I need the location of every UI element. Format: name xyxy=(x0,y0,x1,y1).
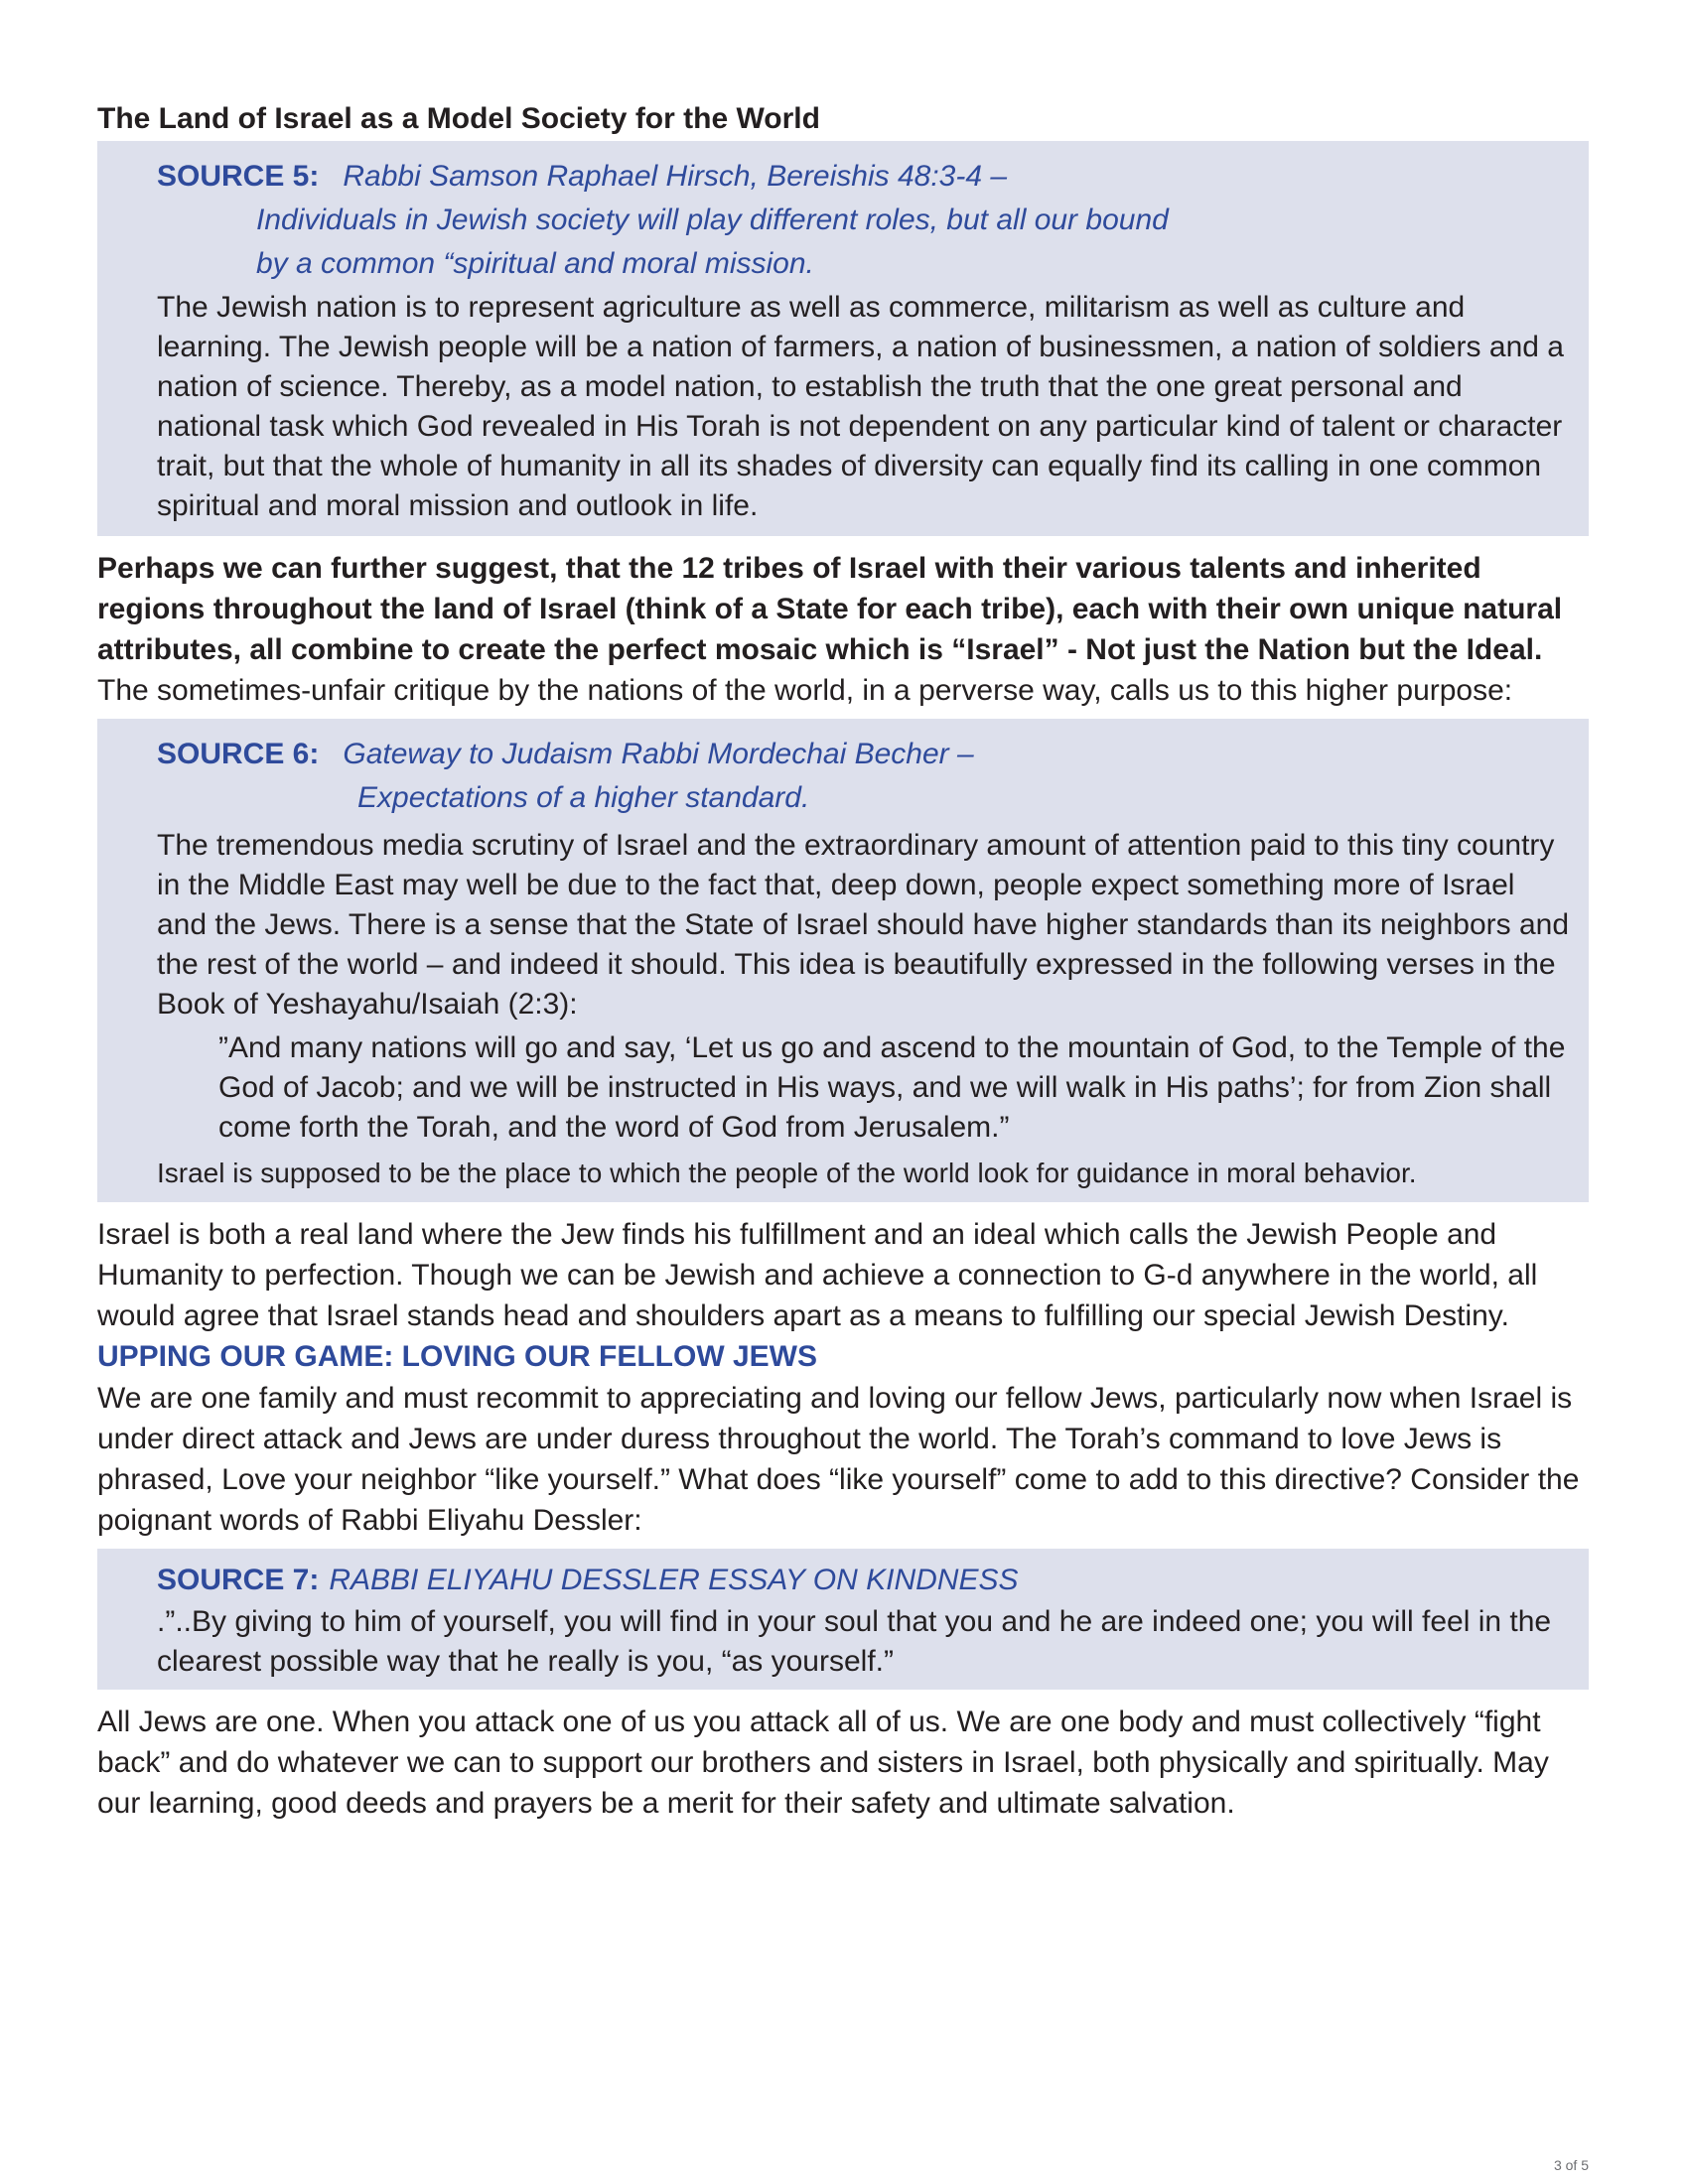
source-5-box xyxy=(97,141,1589,536)
source-6-closing: Israel is supposed to be the place to which the people of the world look for guidance in moral behavior. xyxy=(157,1158,1417,1188)
israel-paragraph: Israel is both a real land where the Jew finds his fulfillment and an ideal which calls the Jewish People and Humanity to perfection. Though we can be Jewish and achieve a connection to G-d anywhere in the world, all would agree that Israel stands head and shoulders apart as a means to fulfilling our special Jewish Destiny. xyxy=(97,1218,1538,1332)
section-heading: The Land of Israel as a Model Society for the World xyxy=(97,102,820,135)
source-5-label: SOURCE 5: xyxy=(157,160,320,193)
closing-paragraph: All Jews are one. When you attack one of us you attack all of us. We are one body and must collectively “fight back” and do whatever we can to support our brothers and sisters in Israel, both physically and spiritually. May our learning, good deeds and prayers be a merit for their safety and ultimate salvation. xyxy=(97,1706,1549,1820)
source-7-label: SOURCE 7: xyxy=(157,1564,320,1596)
source-6-quote: ”And many nations will go and say, ‘Let us go and ascend to the mountain of God, to the Temple of the God of Jacob; and we will be instructed in His ways, and we will walk in His paths’; for from Zion shall come forth the Torah, and the word of God from Jerusalem.” xyxy=(218,1031,1566,1144)
source-5-body: The Jewish nation is to represent agriculture as well as commerce, militarism as well as culture and learning. The Jewish people will be a nation of farmers, a nation of businessmen, a nation of soldiers and a nation of science. Thereby, as a model nation, to establish the truth that the one great personal and national task which God revealed in His Torah is not dependent on any particular kind of talent or character trait, but that the whole of humanity in all its shades of diversity can equally find its calling in one common spiritual and moral mission and outlook in life. xyxy=(157,291,1564,522)
upping-heading: UPPING OUR GAME: LOVING OUR FELLOW JEWS xyxy=(97,1340,818,1373)
page-number: 3 of 5 xyxy=(1553,2157,1589,2173)
critique-paragraph: The sometimes-unfair critique by the nations of the world, in a perverse way, calls us to this higher purpose: xyxy=(97,674,1513,707)
source-6-body: The tremendous media scrutiny of Israel and the extraordinary amount of attention paid to this tiny country in the Middle East may well be due to the fact that, deep down, people expect something more of Israel and the Jews. There is a sense that the State of Israel should have higher standards than its neighbors and the rest of the world – and indeed it should. This idea is beautifully expressed in the following verses in the Book of Yeshayahu/Isaiah (2:3): xyxy=(157,829,1570,1021)
source-5-header xyxy=(157,155,1569,199)
bold-paragraph: Perhaps we can further suggest, that the 12 tribes of Israel with their various talents and inherited regions throughout the land of Israel (think of a State for each tribe), each with their own unique natural attributes, all combine to create the perfect mosaic which is “Israel” - Not just the Nation but the Ideal. xyxy=(97,552,1563,666)
source-5-subtitle-2: by a common “spiritual and moral mission. xyxy=(256,247,814,280)
page-content xyxy=(97,99,1589,1824)
source-6-title: Gateway to Judaism Rabbi Mordechai Becher – xyxy=(343,738,974,770)
source-7-header xyxy=(157,1559,1569,1602)
source-6-label: SOURCE 6: xyxy=(157,738,320,770)
source-5-subtitle-1: Individuals in Jewish society will play different roles, but all our bound xyxy=(256,204,1169,236)
source-6-header xyxy=(157,733,1569,776)
source-7-box xyxy=(97,1549,1589,1690)
source-5-title: Rabbi Samson Raphael Hirsch, Bereishis 48:3-4 – xyxy=(343,160,1008,193)
source-6-box xyxy=(97,719,1589,1202)
family-paragraph: We are one family and must recommit to appreciating and loving our fellow Jews, particularly now when Israel is under direct attack and Jews are under duress throughout the world. The Torah’s command to love Jews is phrased, Love your neighbor “like yourself.” What does “like yourself” come to add to this directive? Consider the poignant words of Rabbi Eliyahu Dessler: xyxy=(97,1382,1580,1537)
source-7-title: RABBI ELIYAHU DESSLER ESSAY ON KINDNESS xyxy=(329,1564,1019,1596)
source-6-subtitle: Expectations of a higher standard. xyxy=(357,781,810,814)
source-7-body: .”..By giving to him of yourself, you will find in your soul that you and he are indeed one; you will feel in the clearest possible way that he really is you, “as yourself.” xyxy=(157,1605,1552,1678)
